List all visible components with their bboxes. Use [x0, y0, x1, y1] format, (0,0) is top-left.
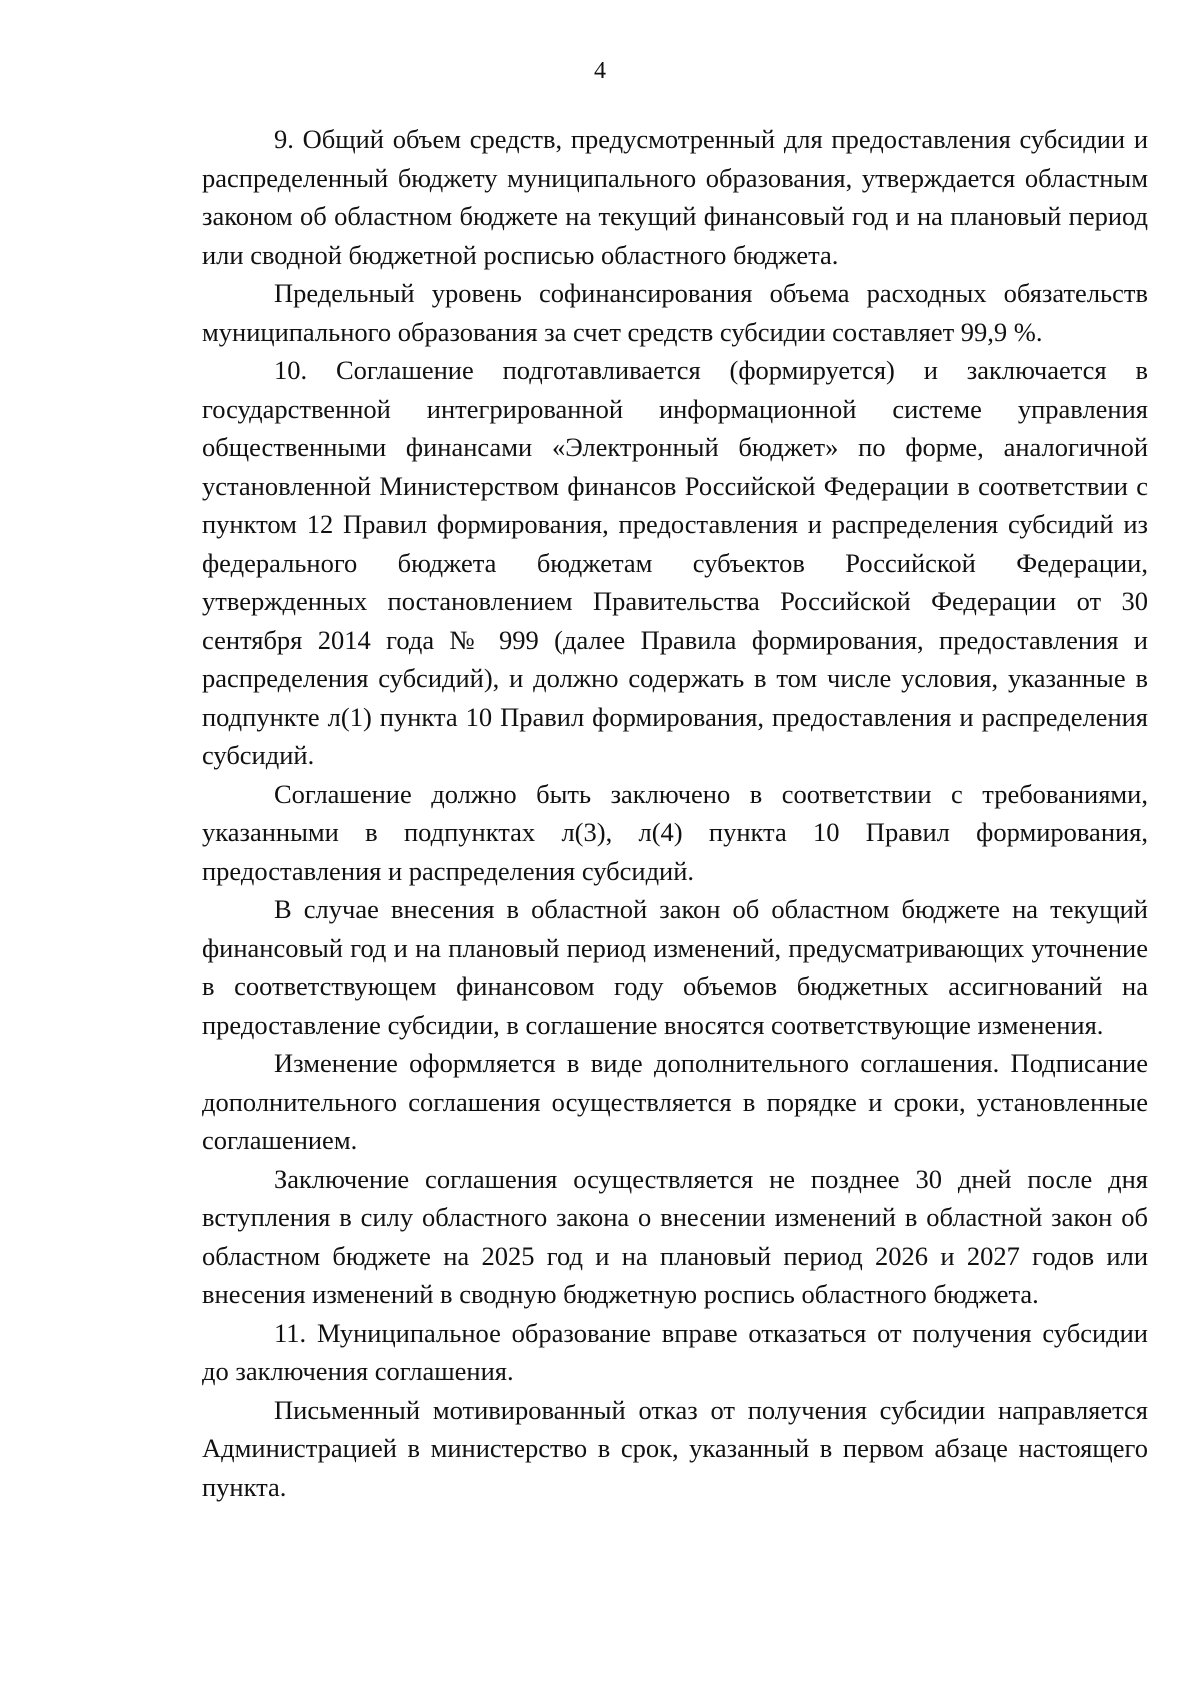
paragraph-budget-changes: В случае внесения в областной закон об областном бюджете на текущий финансовый год и на плановый период изменений, предусматривающих уточнение в соответствующем финансовом году объемов бюджетных ассигнований на предоставление субсидии, в соглашение вносятся соответствующие изменения. — [202, 894, 1148, 1040]
paragraph-agreement-requirements: Соглашение должно быть заключено в соответствии с требованиями, указанными в подпунктах л(3), л(4) пункта 10 Правил формирования, предоставления и распределения субсидий. — [202, 778, 1148, 886]
paragraph-10-agreement: 10. Соглашение подготавливается (формируется) и заключается в государственной интегрированной информационной системе управления общественными финансами «Электронный бюджет» по форме, аналогичной установленной Министерством финансов Российской Федерации в соответствии с пунктом 12 Правил формирования, предоставления и распределения субсидий из федерального бюджета бюджетам субъектов Российской Федерации, утвержденных постановлением Правительства Российской Федерации от 30 сентября 2014 года № 999 (далее Правила формирования, предоставления и распределения субсидий), и должно содержать в том числе условия, указанные в подпункте л(1) пункта 10 Правил формирования, предоставления и распределения субсидий. — [202, 355, 1148, 770]
paragraph-9-total-funds: 9. Общий объем средств, предусмотренный для предоставления субсидии и распределенный бюджету муниципального образования, утверждается областным законом об областном бюджете на текущий финансовый год и на плановый период или сводной бюджетной росписью областного бюджета. — [202, 124, 1148, 270]
document-body — [202, 120, 1148, 1506]
paragraph-additional-agreement: Изменение оформляется в виде дополнительного соглашения. Подписание дополнительного соглашения осуществляется в порядке и сроки, установленные соглашением. — [202, 1048, 1148, 1155]
paragraph-agreement-deadline: Заключение соглашения осуществляется не позднее 30 дней после дня вступления в силу областного закона о внесении изменений в областной закон об областном бюджете на 2025 год и на плановый период 2026 и 2027 годов или внесения изменений в сводную бюджетную роспись областного бюджета. — [202, 1163, 1148, 1309]
paragraph-11-refusal: 11. Муниципальное образование вправе отказаться от получения субсидии до заключения соглашения. — [202, 1317, 1148, 1386]
paragraph-cofinancing-level: Предельный уровень софинансирования объема расходных обязательств муниципального образования за счет средств субсидии составляет 99,9 %. — [202, 278, 1148, 347]
paragraph-written-refusal: Письменный мотивированный отказ от получения субсидии направляется Администрацией в министерство в срок, указанный в первом абзаце настоящего пункта. — [202, 1394, 1148, 1502]
page-number: 4 — [594, 58, 606, 84]
